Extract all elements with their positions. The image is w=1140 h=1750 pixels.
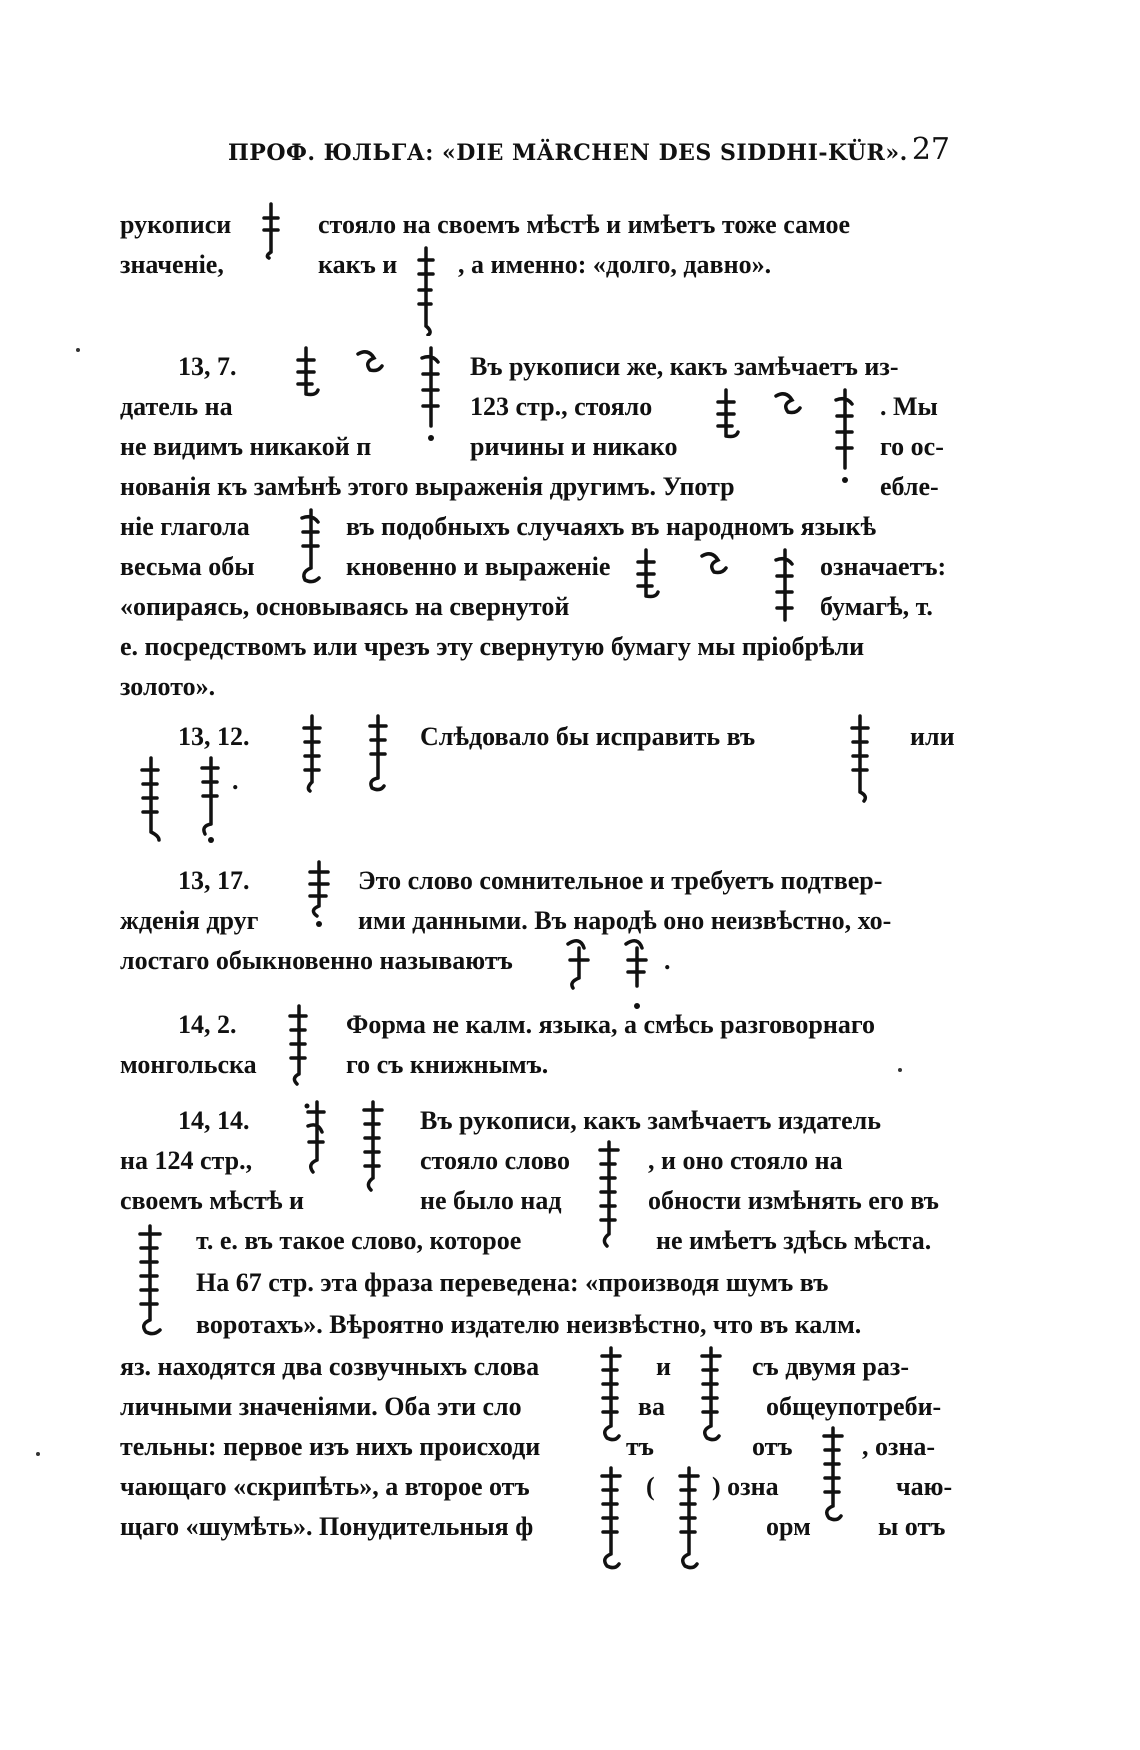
text-line: и [656,1352,671,1381]
text-line: отъ [752,1432,793,1461]
text-line: Слѣдовало бы исправить въ [420,722,756,751]
text-line: не видимъ никакой п [120,432,372,461]
mongolian-word-glyph [196,754,226,846]
mongolian-word-glyph [594,1138,624,1250]
text-line: Форма не калм. языка, а смѣсь разговорнаго [346,1010,875,1039]
text-line: ва [638,1392,666,1421]
mongolian-word-glyph [632,546,660,610]
text-line: , а именно: «долго, давно». [458,250,772,279]
mongolian-word-glyph [674,1464,704,1574]
text-line: обности измѣнять его въ [648,1186,939,1215]
text-line: стояло слово [420,1146,570,1175]
text-line: ( [646,1472,655,1501]
text-line: какъ и [318,250,398,279]
page-number: 27 [911,132,950,167]
mongolian-word-glyph [302,1098,332,1180]
text-line: нованія къ замѣнѣ этого выраженія другимъ. Употр [120,472,735,501]
mongolian-word-glyph [596,1344,626,1446]
text-line: воротахъ». Вѣроятно издателю неизвѣстно, что въ калм. [196,1310,862,1339]
text-line: общеупотреби- [766,1392,942,1421]
text-line: датель на [120,392,233,421]
mongolian-word-glyph [358,1098,388,1194]
mongolian-word-glyph [412,244,440,336]
print-speck [76,348,80,352]
mongolian-word-glyph [712,386,740,450]
text-line: ніе глагола [120,512,250,541]
text-line: золото». [120,672,216,701]
text-line: на 124 стр., [120,1146,253,1175]
text-line: весьма обы [120,552,255,581]
text-line: Это слово сомнительное и требуетъ подтвер- [358,866,883,895]
mongolian-word-glyph [416,344,446,444]
text-line: не имѣетъ здѣсь мѣста. [656,1226,932,1255]
text-line: ими данными. Въ народѣ оно неизвѣстно, хо- [358,906,892,935]
text-line: съ двумя раз- [752,1352,910,1381]
text-line: въ подобныхъ случаяхъ въ народномъ языкѣ [346,512,877,541]
mongolian-word-glyph [596,1464,626,1574]
print-speck [36,1452,40,1456]
text-line: 13, 17. [178,866,250,895]
print-speck [898,1068,902,1072]
text-line: т. е. въ такое слово, которое [196,1226,522,1255]
text-line: «опираясь, основываясь на свернутой [120,592,570,621]
text-line: чающаго «скрипѣть», а второе отъ [120,1472,530,1501]
text-line: . [664,946,671,975]
text-line: Въ рукописи же, какъ замѣчаетъ из- [470,352,899,381]
mongolian-word-glyph [354,348,384,376]
text-line: значеніе, [120,250,224,279]
text-line: стояло на своемъ мѣстѣ и имѣетъ тоже самое [318,210,850,239]
mongolian-word-glyph [830,386,860,486]
mongolian-word-glyph [296,506,326,588]
mongolian-word-glyph [134,1222,166,1338]
mongolian-word-glyph [364,712,392,796]
running-title: ПРОФ. ЮЛЬГА: «DIE MÄRCHEN DES SIDDHI-KÜR». [228,140,908,166]
text-line: чаю- [896,1472,953,1501]
text-line: тъ [626,1432,654,1461]
text-line: ебле- [880,472,939,501]
text-line: , и оно стояло на [648,1146,843,1175]
mongolian-word-glyph [696,1344,726,1446]
mongolian-word-glyph [298,712,326,794]
text-line: На 67 стр. эта фраза переведена: «производя шумъ въ [196,1268,829,1297]
mongolian-word-glyph [622,934,652,1014]
text-line: го съ книжнымъ. [346,1050,549,1079]
mongolian-word-glyph [698,550,728,578]
mongolian-word-glyph [292,344,320,408]
text-line: . [232,766,239,795]
text-line: , озна- [862,1432,936,1461]
mongolian-word-glyph [258,200,284,260]
text-line: лостаго обыкновенно называютъ [120,946,513,975]
mongolian-word-glyph [772,390,802,418]
text-line: ы отъ [878,1512,946,1541]
text-line: Въ рукописи, какъ замѣчаетъ издатель [420,1106,881,1135]
mongolian-word-glyph [136,754,166,844]
text-line: е. посредствомъ или чрезъ эту свернутую бумагу мы пріобрѣли [120,632,865,661]
text-line: щаго «шумѣть». Понудительныя ф [120,1512,534,1541]
text-line: жденія друг [120,906,259,935]
text-line: рукописи [120,210,232,239]
text-line: го ос- [880,432,944,461]
mongolian-word-glyph [284,1002,314,1090]
text-line: орм [766,1512,811,1541]
text-line: ) озна [712,1472,779,1501]
text-line: своемъ мѣстѣ и [120,1186,305,1215]
text-line: кновенно и выраженіе [346,552,611,581]
text-line: 13, 12. [178,722,250,751]
text-line: или [910,722,955,751]
text-line: означаетъ: [820,552,947,581]
text-line: 14, 2. [178,1010,237,1039]
text-line: 123 стр., стояло [470,392,653,421]
text-line: . Мы [880,392,938,421]
mongolian-word-glyph [564,934,594,994]
text-line: не было над [420,1186,562,1215]
text-line: личными значеніями. Оба эти сло [120,1392,522,1421]
mongolian-word-glyph [304,858,334,930]
mongolian-word-glyph [818,1424,848,1526]
text-line: бумагѣ, т. [820,592,933,621]
text-line: 14, 14. [178,1106,250,1135]
mongolian-word-glyph [846,712,874,804]
text-line: ричины и никако [470,432,678,461]
text-line: яз. находятся два созвучныхъ слова [120,1352,540,1381]
text-line: монгольска [120,1050,257,1079]
text-line: тельны: первое изъ нихъ происходи [120,1432,541,1461]
mongolian-word-glyph [770,546,800,630]
text-line: 13, 7. [178,352,237,381]
